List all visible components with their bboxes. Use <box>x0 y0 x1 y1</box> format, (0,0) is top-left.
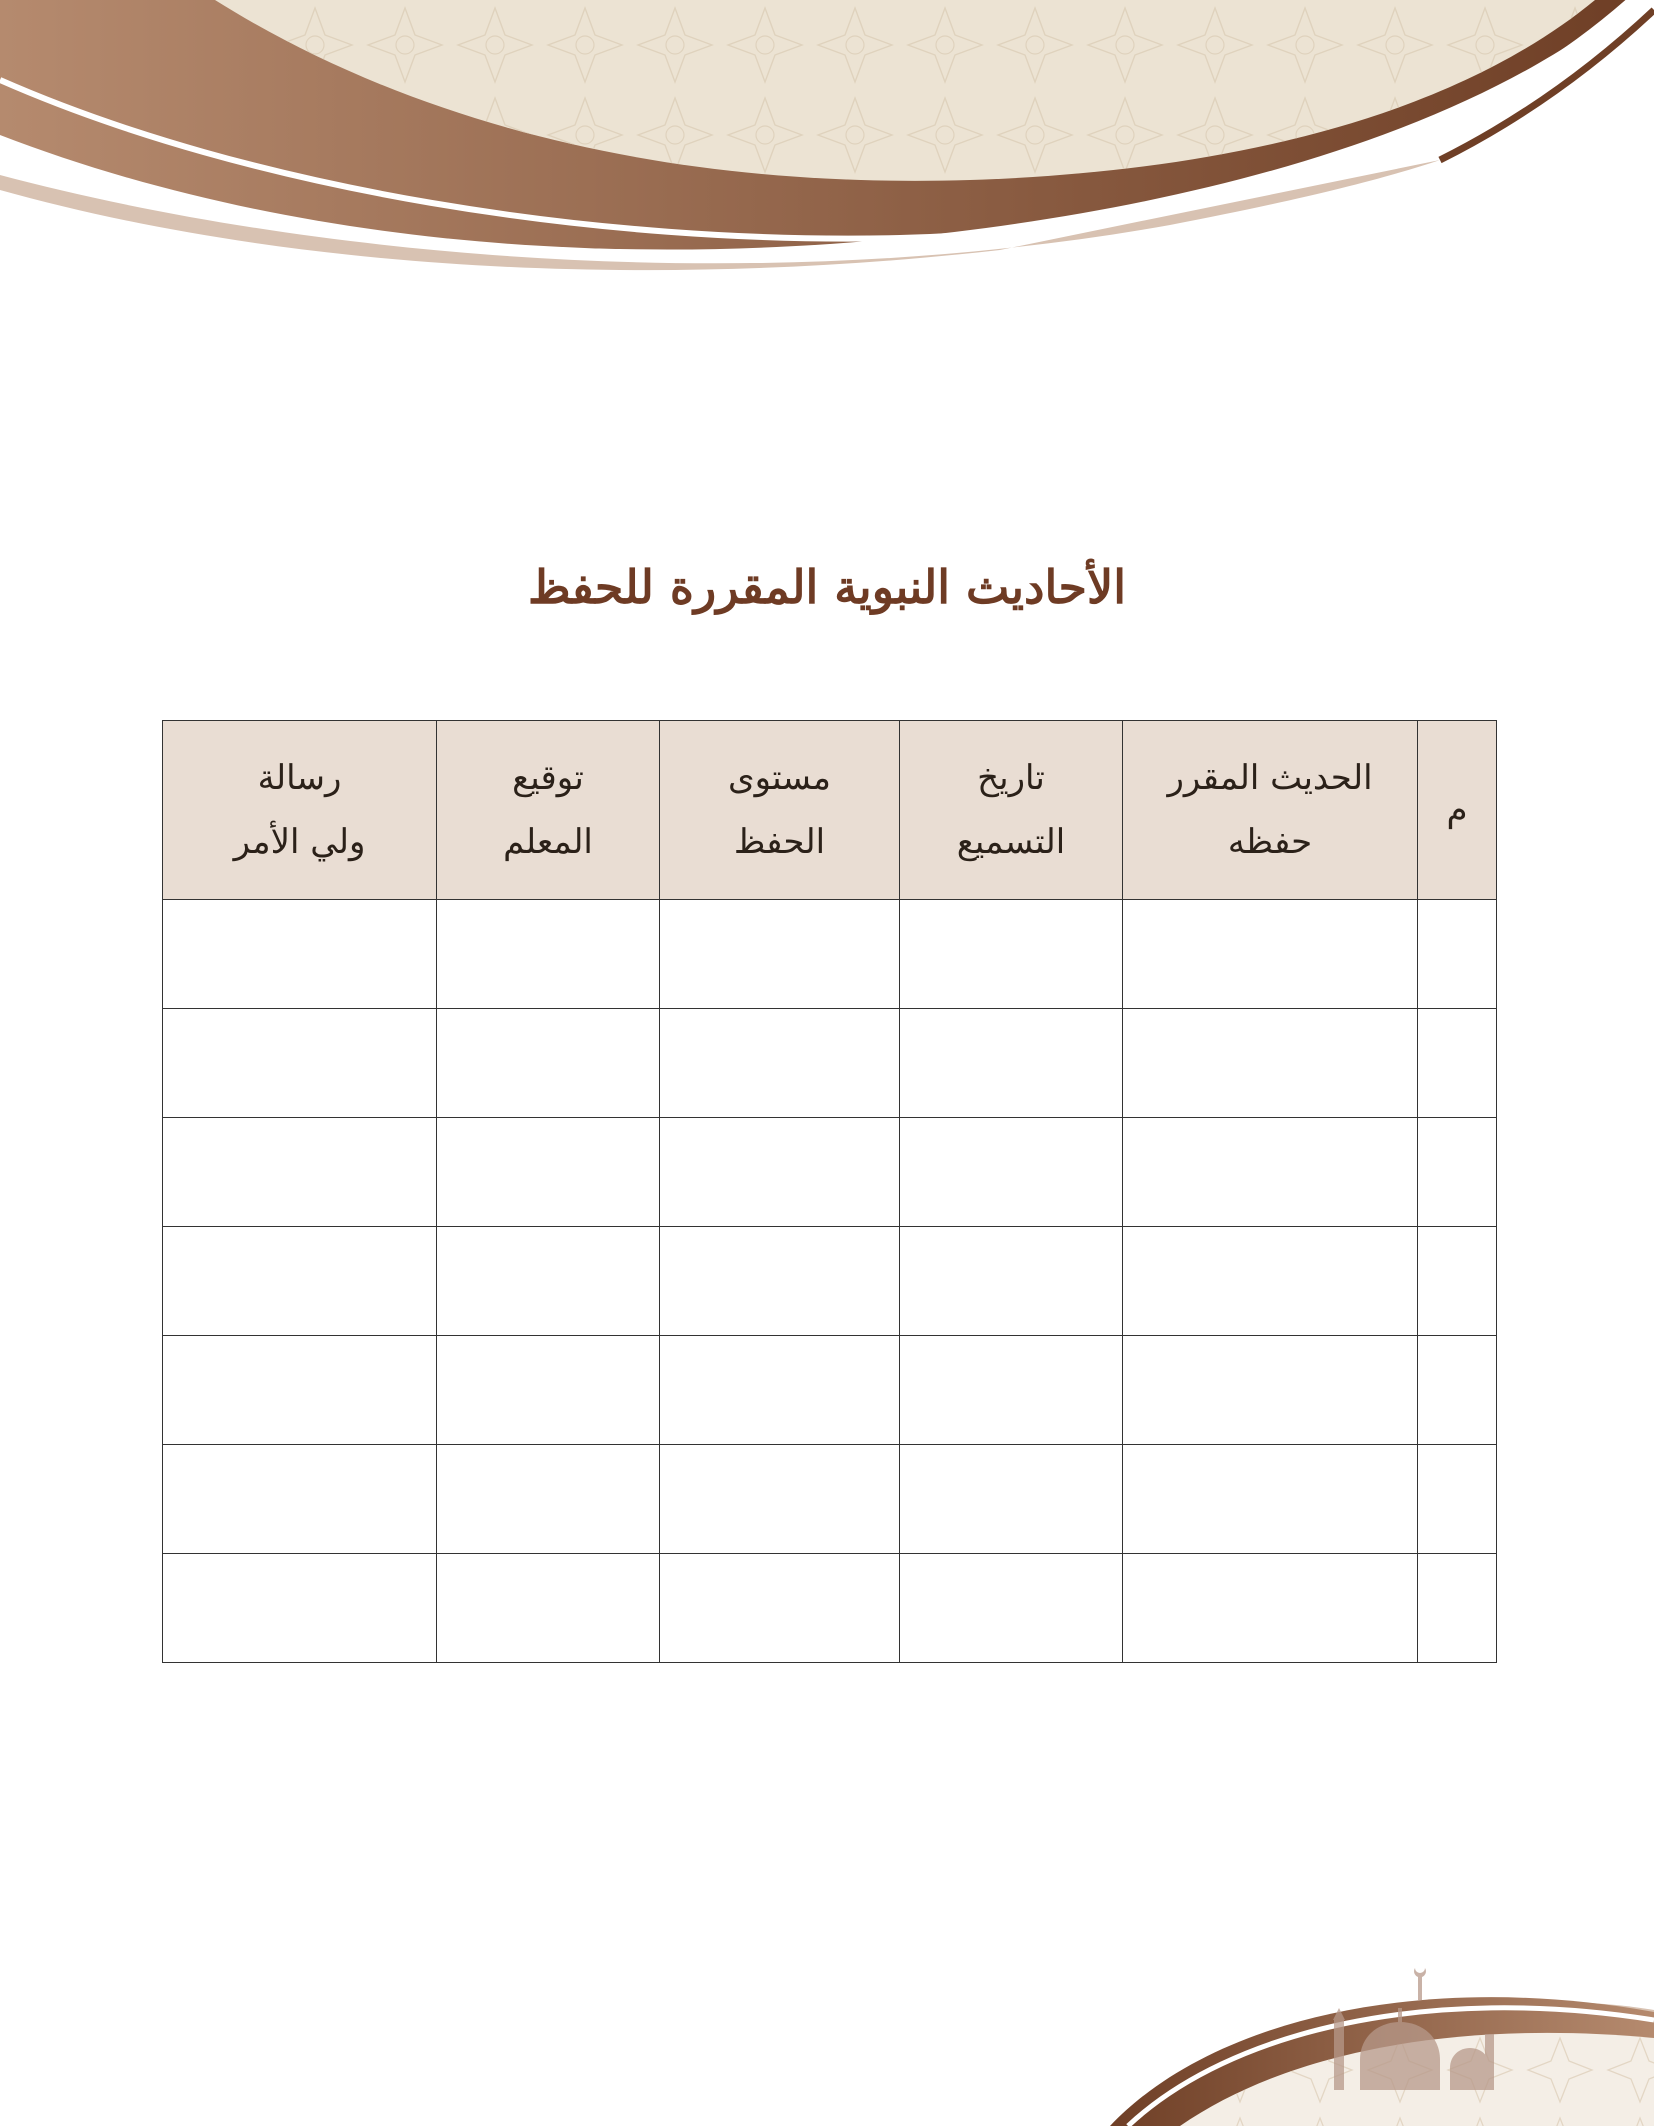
table-cell[interactable] <box>1123 1445 1418 1554</box>
table-row <box>163 900 1497 1009</box>
table-cell[interactable] <box>437 900 660 1009</box>
table-cell[interactable] <box>1418 1227 1497 1336</box>
table-cell[interactable] <box>1418 1445 1497 1554</box>
table-cell[interactable] <box>437 1009 660 1118</box>
header-hadith-line1: الحديث المقرر <box>1167 758 1373 798</box>
table-cell[interactable] <box>437 1554 660 1663</box>
table-cell[interactable] <box>163 1118 437 1227</box>
table-row <box>163 1554 1497 1663</box>
header-recitation-date-line2: التسميع <box>956 822 1066 862</box>
header-recitation-date-line1: تاريخ <box>977 758 1045 798</box>
header-memorization-level-line1: مستوى <box>728 758 831 798</box>
header-recitation-date <box>900 721 1123 900</box>
table-cell[interactable] <box>163 1554 437 1663</box>
table-cell[interactable] <box>437 1336 660 1445</box>
table-cell[interactable] <box>1418 1009 1497 1118</box>
table-cell[interactable] <box>900 1118 1123 1227</box>
header-parent-message <box>163 721 437 900</box>
header-hadith-line2: حفظه <box>1227 822 1313 862</box>
table-cell[interactable] <box>437 1445 660 1554</box>
table-cell[interactable] <box>900 1445 1123 1554</box>
table-cell[interactable] <box>1418 1118 1497 1227</box>
table-cell[interactable] <box>1123 1118 1418 1227</box>
table-cell[interactable] <box>163 1336 437 1445</box>
table-row <box>163 1118 1497 1227</box>
table-cell[interactable] <box>437 1227 660 1336</box>
table-cell[interactable] <box>660 900 900 1009</box>
table-cell[interactable] <box>900 1336 1123 1445</box>
table-cell[interactable] <box>900 1554 1123 1663</box>
header-memorization-level-line2: الحفظ <box>733 822 826 862</box>
table-cell[interactable] <box>163 1445 437 1554</box>
table-cell[interactable] <box>1418 1554 1497 1663</box>
header-number <box>1418 721 1497 900</box>
table-cell[interactable] <box>660 1118 900 1227</box>
header-memorization-level <box>660 721 900 900</box>
top-wave-banner <box>0 0 1654 300</box>
header-parent-message-line1: رسالة <box>257 758 342 798</box>
header-parent-message-line2: ولي الأمر <box>233 822 366 862</box>
table-cell[interactable] <box>660 1336 900 1445</box>
table-header-row <box>163 721 1497 900</box>
table-cell[interactable] <box>163 1227 437 1336</box>
header-number-text: م <box>1446 790 1468 830</box>
table-cell[interactable] <box>660 1554 900 1663</box>
table-cell[interactable] <box>900 900 1123 1009</box>
table-cell[interactable] <box>1123 900 1418 1009</box>
memorization-table <box>162 720 1497 1663</box>
table-cell[interactable] <box>163 1009 437 1118</box>
header-teacher-signature-line1: توقيع <box>512 758 584 798</box>
table-cell[interactable] <box>1123 1554 1418 1663</box>
bottom-wave-banner <box>0 1950 1654 2126</box>
table-cell[interactable] <box>1123 1336 1418 1445</box>
header-teacher-signature-line2: المعلم <box>503 822 593 862</box>
table-cell[interactable] <box>1418 900 1497 1009</box>
table-cell[interactable] <box>900 1009 1123 1118</box>
table-row <box>163 1227 1497 1336</box>
table-row <box>163 1009 1497 1118</box>
table-cell[interactable] <box>437 1118 660 1227</box>
table-cell[interactable] <box>1418 1336 1497 1445</box>
header-hadith <box>1123 721 1418 900</box>
page-title: الأحاديث النبوية المقررة للحفظ <box>528 560 1126 614</box>
table-row <box>163 1336 1497 1445</box>
table-cell[interactable] <box>660 1227 900 1336</box>
table-cell[interactable] <box>660 1445 900 1554</box>
table-cell[interactable] <box>1123 1227 1418 1336</box>
table-row <box>163 1445 1497 1554</box>
table-cell[interactable] <box>1123 1009 1418 1118</box>
table-cell[interactable] <box>900 1227 1123 1336</box>
table-cell[interactable] <box>163 900 437 1009</box>
header-teacher-signature <box>437 721 660 900</box>
table-cell[interactable] <box>660 1009 900 1118</box>
